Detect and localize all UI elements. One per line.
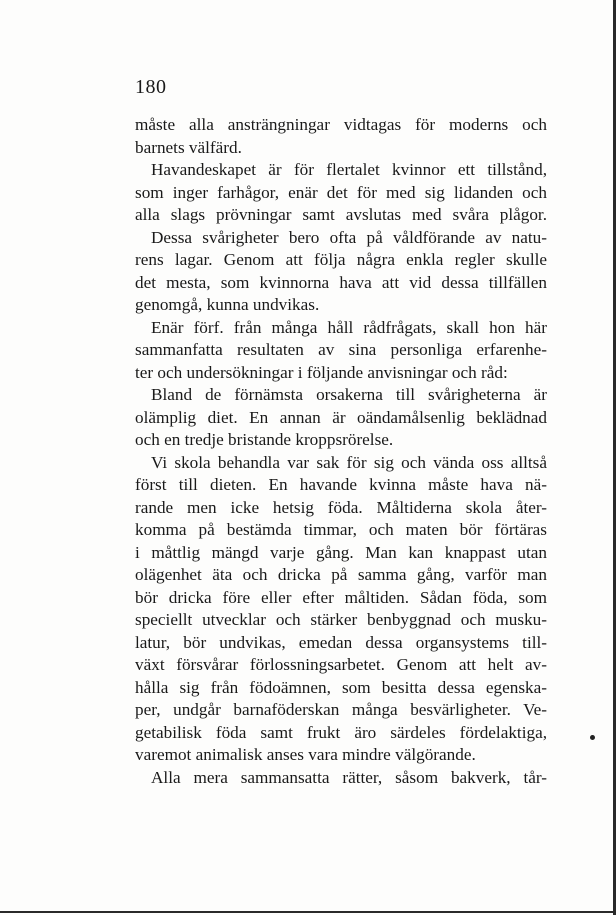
text-line: Dessa svårigheter bero ofta på våldförande av natu- bbox=[151, 227, 547, 247]
text-line: komma på bestämda timmar, och maten bör förtäras bbox=[135, 520, 547, 539]
text-line: i måttlig mängd varje gång. Man kan knappast utan bbox=[135, 542, 547, 562]
text-line: olämplig diet. En annan är oändamålsenlig beklädnad bbox=[135, 407, 547, 427]
text-line: rens lagar. Genom att följa några enkla regler skulle bbox=[135, 250, 547, 269]
page-number: 180 bbox=[135, 76, 167, 98]
text-line: per, undgår barnaföderskan många besvärligheter. Ve- bbox=[135, 700, 547, 719]
text-line: varemot animalisk anses vara mindre välgörande. bbox=[135, 745, 476, 764]
page-edge-bottom bbox=[0, 911, 616, 913]
text-line: Enär förf. från många håll rådfrågats, skall hon här bbox=[151, 317, 547, 337]
text-line: Alla mera sammansatta rätter, såsom bakverk, tår- bbox=[151, 767, 547, 787]
text-line: ter och undersökningar i följande anvisningar och råd: bbox=[135, 362, 508, 382]
text-line: hålla sig från födoämnen, som besitta dessa egenska- bbox=[135, 677, 547, 697]
text-line: Vi skola behandla var sak för sig och vända oss alltså bbox=[151, 452, 547, 472]
text-line: genomgå, kunna undvikas. bbox=[135, 295, 320, 314]
text-line: alla slags prövningar samt avslutas med svåra plågor. bbox=[135, 205, 547, 224]
text-line: speciellt utvecklar och stärker benbyggnad och musku- bbox=[135, 610, 547, 629]
text-line: Bland de förnämsta orsakerna till svårigheterna är bbox=[151, 385, 547, 404]
body-text bbox=[135, 114, 547, 789]
text-line: Havandeskapet är för flertalet kvinnor ett tillstånd, bbox=[151, 160, 547, 179]
text-line: det mesta, som kvinnorna hava att vid dessa tillfällen bbox=[135, 272, 547, 292]
text-line: getabilisk föda samt frukt äro särdeles fördelaktiga, bbox=[135, 722, 547, 742]
text-line: först till dieten. En havande kvinna måste hava nä- bbox=[135, 475, 547, 494]
text-line: sammanfatta resultaten av sina personliga erfarenhe- bbox=[135, 340, 547, 359]
text-line: latur, bör undvikas, emedan dessa organsystems till- bbox=[135, 632, 547, 652]
margin-mark bbox=[590, 735, 595, 740]
text-line: rande men icke hetsig föda. Måltiderna skola åter- bbox=[135, 497, 547, 517]
text-line: växt försvårar förlossningsarbetet. Genom att helt av- bbox=[135, 655, 547, 674]
text-line: bör dricka före eller efter måltiden. Sådan föda, som bbox=[135, 587, 547, 607]
text-line: måste alla ansträngningar vidtagas för moderns och bbox=[135, 115, 547, 134]
text-line: som inger farhågor, enär det för med sig lidanden och bbox=[135, 182, 547, 202]
text-line: barnets välfärd. bbox=[135, 137, 242, 157]
text-line: och en tredje bristande kroppsrörelse. bbox=[135, 430, 394, 449]
text-line: olägenhet äta och dricka på samma gång, varför man bbox=[135, 565, 547, 584]
